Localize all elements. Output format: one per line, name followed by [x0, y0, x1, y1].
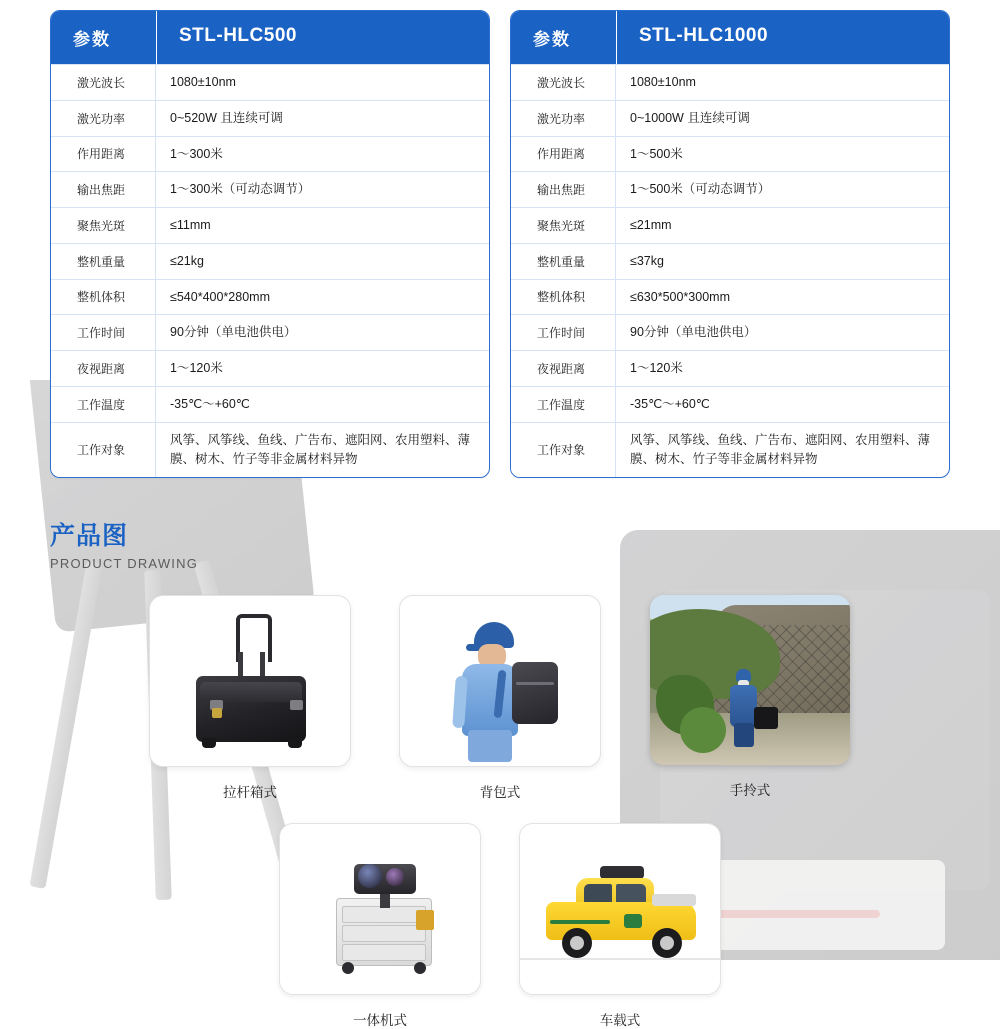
product-cards-row-1	[0, 595, 1000, 801]
vehicle-ground-line	[520, 958, 720, 960]
spec-value: ≤630*500*300mm	[630, 289, 730, 304]
table-row	[51, 314, 489, 350]
spec-key: 作用距离	[511, 137, 616, 172]
spec-key: 整机重量	[511, 244, 616, 279]
spec-key: 激光波长	[511, 65, 616, 100]
spec-table-stl-hlc1000	[510, 10, 950, 478]
spec-value: -35℃～+60℃	[170, 396, 250, 411]
product-image-integrated	[279, 823, 481, 995]
table-row	[51, 279, 489, 315]
spec-value: -35℃～+60℃	[630, 396, 710, 411]
spec-value: ≤21kg	[170, 253, 204, 268]
spec-key: 输出焦距	[51, 172, 156, 207]
spec-key: 聚焦光斑	[51, 208, 156, 243]
spec-key: 输出焦距	[511, 172, 616, 207]
product-image-backpack	[399, 595, 601, 767]
spec-value: 风筝、风筝线、鱼线、广告布、遮阳网、农用塑料、薄膜、树木、竹子等非金属材料异物	[630, 432, 931, 466]
table-row	[51, 243, 489, 279]
spec-value: 1080±10nm	[630, 75, 696, 89]
spec-header-model: STL-HLC1000	[616, 11, 949, 64]
vehicle-bed-rail	[652, 894, 696, 906]
table-row	[51, 386, 489, 422]
spec-key: 工作对象	[51, 423, 156, 478]
table-row	[51, 64, 489, 100]
product-card-integrated[interactable]	[280, 823, 480, 1029]
spec-value: ≤11mm	[170, 218, 211, 232]
worker-body	[462, 664, 518, 736]
product-caption: 车载式	[599, 1013, 641, 1029]
product-caption: 手拎式	[729, 783, 771, 799]
product-caption: 背包式	[479, 785, 521, 801]
spec-key: 激光功率	[511, 101, 616, 136]
table-row	[511, 64, 949, 100]
table-row	[51, 350, 489, 386]
table-row	[51, 422, 489, 478]
spec-key: 夜视距离	[511, 351, 616, 386]
integrated-drawer	[342, 925, 426, 942]
spec-key: 整机体积	[51, 280, 156, 315]
field-worker-legs	[734, 723, 754, 747]
table-row	[51, 100, 489, 136]
table-row	[51, 136, 489, 172]
trolley-latch	[290, 700, 303, 710]
section-title	[50, 516, 1000, 571]
spec-value: 1～500米（可动态调节）	[630, 182, 771, 197]
vehicle-window	[616, 884, 646, 904]
spec-value: 0~1000W 且连续可调	[630, 110, 750, 125]
spec-key: 激光功率	[51, 101, 156, 136]
trolley-wheel	[288, 738, 302, 748]
product-caption: 一体机式	[353, 1013, 407, 1029]
worker-legs	[468, 730, 512, 762]
table-row	[511, 350, 949, 386]
spec-key: 激光波长	[51, 65, 156, 100]
product-caption: 拉杆箱式	[223, 785, 277, 801]
spec-value: 90分钟（单电池供电）	[170, 325, 297, 340]
vehicle-stripe	[550, 920, 610, 924]
table-row	[511, 136, 949, 172]
integrated-caster	[414, 962, 426, 974]
product-image-trolley	[149, 595, 351, 767]
spec-value: 0~520W 且连续可调	[170, 110, 283, 125]
spec-header-parameter: 参数	[533, 30, 571, 49]
spec-key: 聚焦光斑	[511, 208, 616, 243]
spec-value: ≤21mm	[630, 218, 672, 232]
spec-value: 90分钟（单电池供电）	[630, 325, 757, 340]
field-worker-case	[754, 707, 778, 729]
spec-header-model: STL-HLC500	[156, 11, 489, 64]
table-row	[51, 171, 489, 207]
product-image-handheld	[650, 595, 850, 765]
spec-key: 整机体积	[511, 280, 616, 315]
spec-table-header	[51, 11, 489, 64]
table-row	[511, 386, 949, 422]
integrated-caster	[342, 962, 354, 974]
section-title-chinese: 产品图	[50, 522, 129, 551]
backpack-detail	[516, 682, 554, 685]
spec-value: ≤540*400*280mm	[170, 289, 270, 304]
table-row	[511, 171, 949, 207]
product-image-vehicle	[519, 823, 721, 995]
product-cards-row-2	[0, 823, 1000, 1029]
spec-key: 作用距离	[51, 137, 156, 172]
spec-key: 工作时间	[511, 315, 616, 350]
product-card-trolley[interactable]	[150, 595, 350, 801]
table-row	[51, 207, 489, 243]
vehicle-window	[584, 884, 612, 904]
spec-key: 工作温度	[51, 387, 156, 422]
table-row	[511, 422, 949, 478]
spec-table-stl-hlc500	[50, 10, 490, 478]
spec-table-header	[511, 11, 949, 64]
table-row	[511, 314, 949, 350]
table-row	[511, 243, 949, 279]
spec-key: 整机重量	[51, 244, 156, 279]
integrated-yellow-panel	[416, 910, 434, 930]
product-card-handheld[interactable]	[650, 595, 850, 801]
trolley-badge	[212, 708, 222, 718]
spec-header-parameter: 参数	[73, 30, 111, 49]
vehicle-logo	[624, 914, 642, 928]
spec-tables-container	[0, 0, 1000, 478]
section-title-english: PRODUCT DRAWING	[50, 556, 198, 572]
table-row	[511, 100, 949, 136]
product-card-vehicle[interactable]	[520, 823, 720, 1029]
spec-key: 工作对象	[511, 423, 616, 478]
spec-value: 风筝、风筝线、鱼线、广告布、遮阳网、农用塑料、薄膜、树木、竹子等非金属材料异物	[170, 432, 471, 466]
field-bush	[680, 707, 726, 753]
spec-value: 1～120米	[170, 361, 223, 375]
table-row	[511, 207, 949, 243]
backpack-unit	[512, 662, 558, 724]
spec-key: 工作温度	[511, 387, 616, 422]
field-worker-body	[730, 685, 757, 727]
trolley-case-lid	[200, 682, 302, 702]
spec-value: 1～120米	[630, 361, 683, 375]
trolley-wheel	[202, 738, 216, 748]
spec-value: 1080±10nm	[170, 75, 236, 89]
spec-value: 1～500米	[630, 146, 683, 161]
spec-value: ≤37kg	[630, 253, 664, 268]
spec-key: 工作时间	[51, 315, 156, 350]
spec-key: 夜视距离	[51, 351, 156, 386]
integrated-drawer	[342, 944, 426, 961]
integrated-drawer	[342, 906, 426, 923]
table-row	[511, 279, 949, 315]
spec-value: 1～300米	[170, 146, 223, 161]
product-card-backpack[interactable]	[400, 595, 600, 801]
spec-value: 1～300米（可动态调节）	[170, 182, 311, 197]
